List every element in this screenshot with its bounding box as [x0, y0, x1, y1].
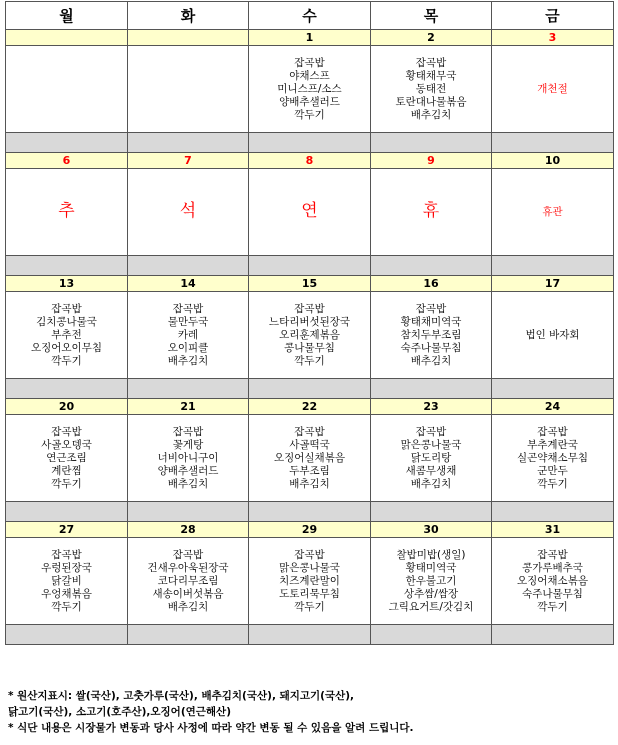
menu-item: 토란대나물볶음	[395, 95, 467, 108]
weekday-header-row	[6, 2, 614, 30]
spacer-cell	[6, 379, 128, 399]
menu-item: 잡곡밥	[172, 425, 204, 438]
spacer-row	[6, 502, 614, 522]
origin-note-line-1: * 원산지표시: 쌀(국산), 고춧가루(국산), 배추김치(국산), 돼지고기(국산),	[8, 690, 355, 702]
menu-cell	[6, 292, 128, 379]
menu-item: 오이피클	[167, 341, 209, 354]
date-row	[6, 153, 614, 169]
menu-item: 우엉채볶음	[41, 587, 92, 600]
menu-cell	[371, 538, 492, 625]
menu-cell	[6, 46, 128, 133]
menu-item: 오리훈제볶음	[279, 328, 340, 341]
menu-item: 실곤약채소무침	[516, 451, 588, 464]
menu-item: 황태채무국	[405, 69, 457, 82]
spacer-cell	[128, 379, 249, 399]
date-cell: 9	[371, 153, 492, 169]
calendar-body	[6, 2, 614, 645]
menu-cell	[128, 292, 249, 379]
spacer-cell	[249, 625, 371, 645]
menu-item: 배추김치	[167, 477, 209, 490]
menu-item: 사골떡국	[289, 438, 330, 451]
menu-item: 잡곡밥	[294, 56, 325, 69]
menu-item: 너비아니구이	[157, 451, 219, 464]
menu-item: 오징어실채볶음	[273, 451, 345, 464]
menu-item: 잡곡밥	[51, 302, 82, 315]
menu-cell	[249, 46, 371, 133]
spacer-cell	[6, 625, 128, 645]
date-cell: 10	[492, 153, 614, 169]
spacer-cell	[249, 379, 371, 399]
menu-item: 찰밥미밥(생일)	[396, 548, 466, 561]
menu-item: 배추김치	[410, 477, 452, 490]
spacer-cell	[128, 502, 249, 522]
holiday-label: 휴관	[542, 205, 563, 218]
menu-cell	[6, 538, 128, 625]
menu-cell	[492, 292, 614, 379]
spacer-cell	[492, 133, 614, 153]
lunch-menu-calendar	[5, 1, 614, 645]
menu-item: 동태전	[415, 82, 447, 95]
weekday-thu: 목	[371, 2, 492, 30]
menu-item: 숙주나물무침	[400, 341, 462, 354]
menu-cell	[6, 415, 128, 502]
spacer-row	[6, 625, 614, 645]
menu-item: 배추김치	[167, 354, 209, 367]
menu-cell	[249, 538, 371, 625]
menu-cell	[128, 169, 249, 256]
menu-cell	[128, 46, 249, 133]
menu-item: 닭도리탕	[410, 451, 452, 464]
date-cell	[128, 30, 249, 46]
menu-item: 황태미역국	[405, 561, 457, 574]
menu-cell	[128, 415, 249, 502]
spacer-cell	[371, 256, 492, 276]
menu-item: 깍두기	[537, 477, 568, 490]
menu-item: 잡곡밥	[294, 425, 325, 438]
date-cell: 2	[371, 30, 492, 46]
spacer-row	[6, 379, 614, 399]
menu-cell	[249, 169, 371, 256]
date-cell: 24	[492, 399, 614, 415]
date-cell: 1	[249, 30, 371, 46]
menu-item: 맑은콩나물국	[400, 438, 462, 451]
menu-cell	[249, 415, 371, 502]
menu-row	[6, 538, 614, 625]
menu-item: 법인 바자회	[525, 328, 580, 341]
menu-item: 상추쌈/쌈장	[403, 587, 459, 600]
date-cell: 6	[6, 153, 128, 169]
spacer-cell	[371, 379, 492, 399]
menu-item: 김치콩나물국	[36, 315, 97, 328]
menu-item: 치즈계란말이	[279, 574, 340, 587]
menu-item: 깍두기	[51, 600, 82, 613]
menu-item: 깍두기	[294, 600, 325, 613]
menu-item: 코다리무조림	[157, 574, 219, 587]
menu-item: 배추김치	[167, 600, 209, 613]
holiday-label: 연	[301, 200, 318, 221]
menu-item: 양배추샐러드	[157, 464, 219, 477]
spacer-cell	[371, 625, 492, 645]
menu-item: 오징어채소볶음	[516, 574, 588, 587]
weekday-mon: 월	[6, 2, 128, 30]
holiday-label: 석	[179, 200, 197, 221]
menu-item: 새콤무생채	[405, 464, 457, 477]
menu-item: 배추김치	[289, 477, 330, 490]
menu-item: 물만두국	[167, 315, 209, 328]
menu-item: 두부조림	[289, 464, 330, 477]
spacer-cell	[249, 256, 371, 276]
date-cell: 30	[371, 522, 492, 538]
weekday-wed: 수	[249, 2, 371, 30]
menu-item: 깍두기	[51, 477, 82, 490]
menu-item: 카레	[177, 328, 199, 341]
date-cell: 8	[249, 153, 371, 169]
date-cell: 7	[128, 153, 249, 169]
spacer-cell	[492, 625, 614, 645]
menu-item: 잡곡밥	[172, 548, 204, 561]
menu-item: 잡곡밥	[51, 548, 82, 561]
spacer-row	[6, 133, 614, 153]
spacer-cell	[492, 502, 614, 522]
spacer-cell	[492, 379, 614, 399]
date-cell: 15	[249, 276, 371, 292]
spacer-cell	[6, 256, 128, 276]
holiday-label: 추	[58, 200, 75, 221]
menu-cell	[492, 169, 614, 256]
date-row	[6, 276, 614, 292]
menu-row	[6, 292, 614, 379]
menu-change-note: * 식단 내용은 시장물가 변동과 당사 사정에 따라 약간 변동 될 수 있음을 알려 드립니다.	[8, 722, 414, 734]
menu-item: 깍두기	[294, 108, 325, 121]
spacer-row	[6, 256, 614, 276]
menu-row	[6, 415, 614, 502]
menu-item: 황태채미역국	[400, 315, 462, 328]
footnotes	[8, 688, 414, 736]
date-cell: 28	[128, 522, 249, 538]
menu-cell	[249, 292, 371, 379]
date-cell: 20	[6, 399, 128, 415]
menu-cell	[371, 292, 492, 379]
menu-item: 잡곡밥	[415, 56, 447, 69]
date-row	[6, 522, 614, 538]
date-cell: 16	[371, 276, 492, 292]
holiday-label: 개천절	[537, 82, 568, 95]
menu-item: 숙주나물무침	[522, 587, 583, 600]
date-cell: 22	[249, 399, 371, 415]
date-cell: 3	[492, 30, 614, 46]
menu-item: 잡곡밥	[172, 302, 204, 315]
menu-item: 계란찜	[51, 464, 82, 477]
menu-item: 미니스프/소스	[277, 82, 342, 95]
menu-cell	[371, 169, 492, 256]
menu-cell	[6, 169, 128, 256]
menu-item: 잡곡밥	[415, 302, 447, 315]
weekday-tue: 화	[128, 2, 249, 30]
menu-item: 깍두기	[294, 354, 325, 367]
menu-cell	[492, 46, 614, 133]
date-row	[6, 30, 614, 46]
menu-item: 한우불고기	[405, 574, 457, 587]
menu-item: 배추김치	[410, 108, 452, 121]
date-cell: 17	[492, 276, 614, 292]
date-cell: 23	[371, 399, 492, 415]
menu-item: 군만두	[537, 464, 568, 477]
menu-item: 잡곡밥	[51, 425, 82, 438]
menu-item: 참치두부조림	[400, 328, 462, 341]
menu-item: 깍두기	[51, 354, 82, 367]
menu-item: 잡곡밥	[537, 548, 568, 561]
date-cell: 21	[128, 399, 249, 415]
menu-item: 잡곡밥	[294, 302, 325, 315]
menu-item: 사골오뎅국	[41, 438, 92, 451]
menu-item: 맑은콩나물국	[279, 561, 340, 574]
date-cell: 31	[492, 522, 614, 538]
spacer-cell	[6, 502, 128, 522]
spacer-cell	[371, 133, 492, 153]
menu-cell	[128, 538, 249, 625]
date-row	[6, 399, 614, 415]
menu-cell	[492, 538, 614, 625]
spacer-cell	[128, 133, 249, 153]
date-cell: 29	[249, 522, 371, 538]
spacer-cell	[6, 133, 128, 153]
spacer-cell	[128, 625, 249, 645]
menu-item: 콩가루배추국	[522, 561, 583, 574]
menu-cell	[371, 415, 492, 502]
spacer-cell	[492, 256, 614, 276]
menu-item: 깍두기	[537, 600, 568, 613]
menu-item: 오징어오이무침	[30, 341, 102, 354]
menu-item: 건새우아욱된장국	[147, 561, 229, 574]
weekday-fri: 금	[492, 2, 614, 30]
holiday-label: 휴	[422, 200, 440, 221]
spacer-cell	[128, 256, 249, 276]
menu-item: 잡곡밥	[415, 425, 447, 438]
menu-cell	[371, 46, 492, 133]
origin-note-line-2: 닭고기(국산), 소고기(호주산),오징어(연근해산)	[8, 706, 231, 718]
spacer-cell	[249, 502, 371, 522]
menu-item: 부추전	[51, 328, 82, 341]
date-cell	[6, 30, 128, 46]
menu-item: 우렁된장국	[41, 561, 92, 574]
menu-item: 야채스프	[289, 69, 330, 82]
menu-item: 느타리버섯된장국	[268, 315, 351, 328]
spacer-cell	[371, 502, 492, 522]
menu-item: 잡곡밥	[294, 548, 325, 561]
spacer-cell	[249, 133, 371, 153]
menu-item: 새송이버섯볶음	[152, 587, 224, 600]
menu-item: 잡곡밥	[537, 425, 568, 438]
menu-item: 부추계란국	[527, 438, 578, 451]
menu-item: 닭갈비	[51, 574, 82, 587]
date-cell: 14	[128, 276, 249, 292]
menu-item: 그릭요거트/갓김치	[388, 600, 474, 613]
menu-item: 콩나물무침	[284, 341, 335, 354]
menu-item: 배추김치	[410, 354, 452, 367]
menu-cell	[492, 415, 614, 502]
menu-item: 도토리묵무침	[279, 587, 340, 600]
date-cell: 27	[6, 522, 128, 538]
menu-row	[6, 169, 614, 256]
menu-row	[6, 46, 614, 133]
menu-item: 꽃게탕	[172, 438, 204, 451]
menu-item: 양배추샐러드	[279, 95, 340, 108]
menu-item: 연근조림	[46, 451, 87, 464]
date-cell: 13	[6, 276, 128, 292]
